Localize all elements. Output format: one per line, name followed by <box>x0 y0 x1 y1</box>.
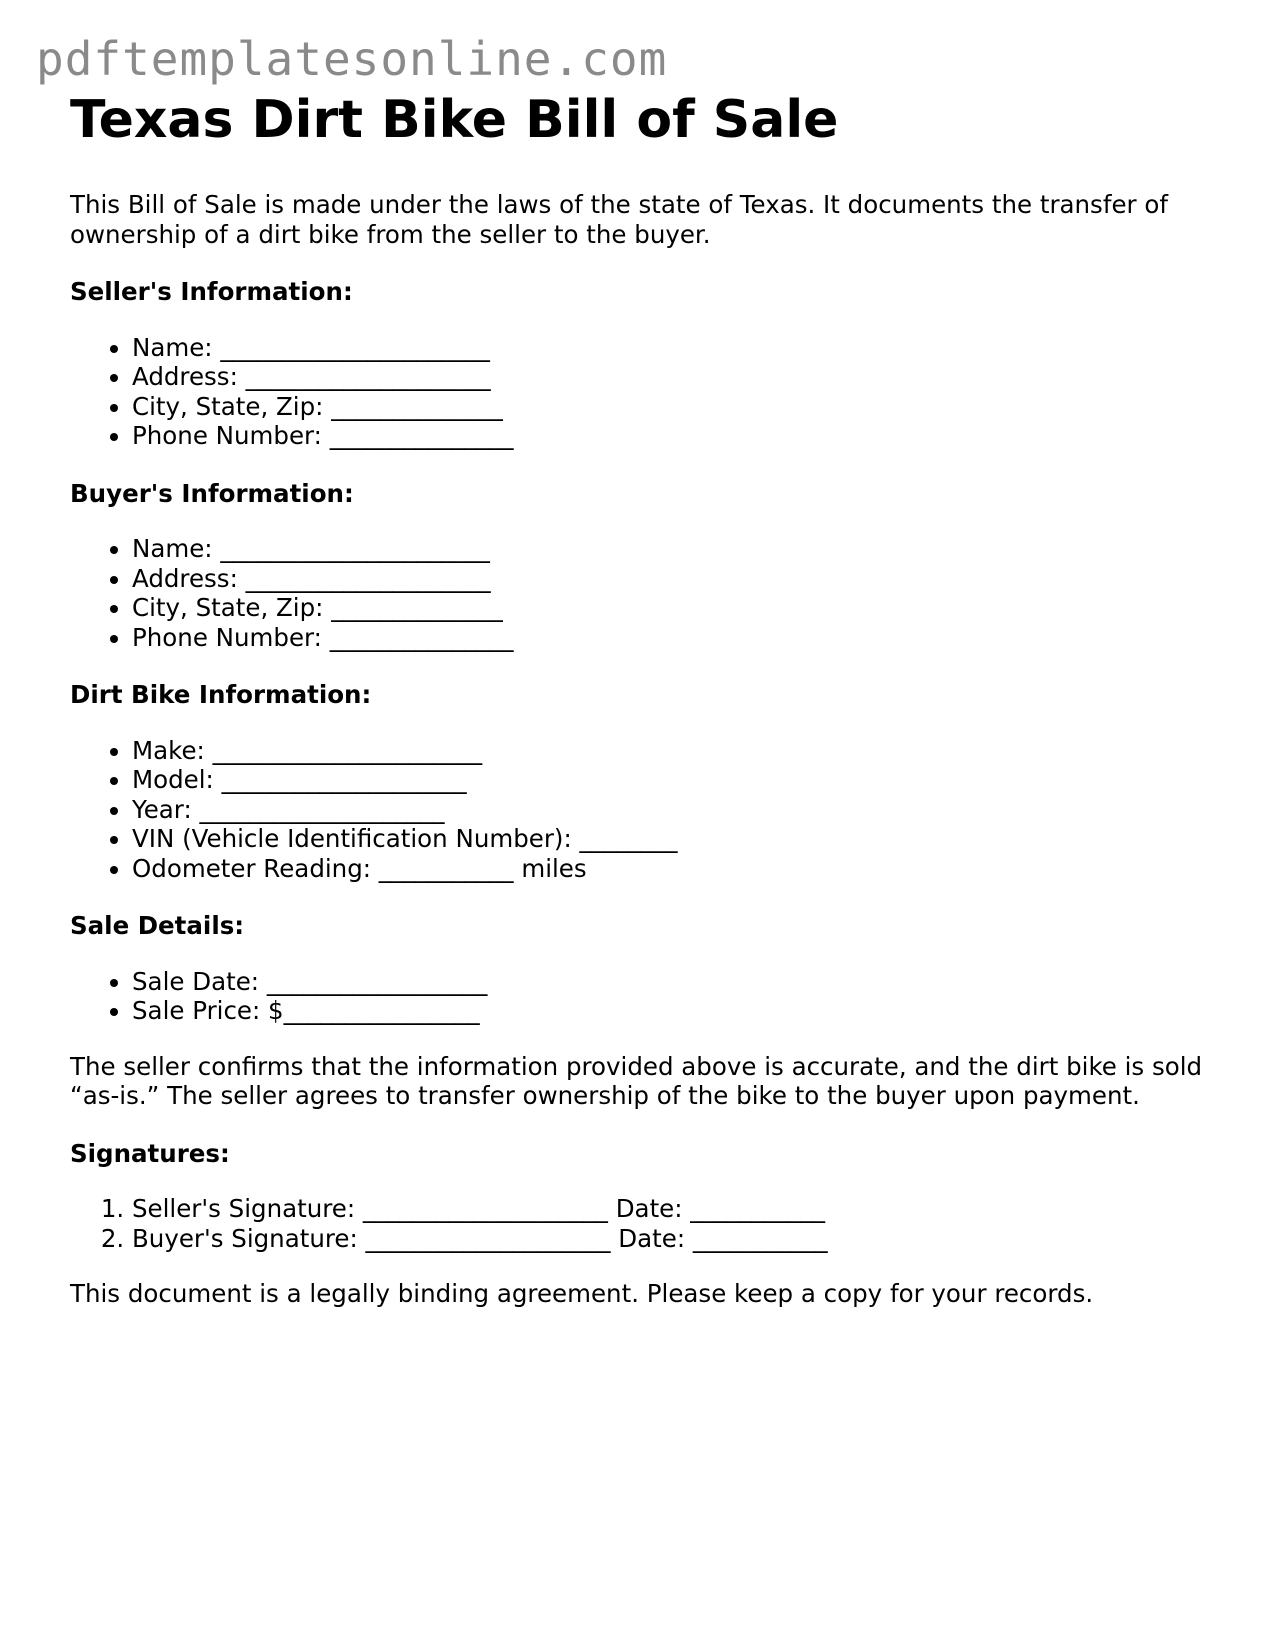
seller-list <box>70 333 1210 451</box>
bike-heading: Dirt Bike Information: <box>70 680 372 709</box>
bike-list <box>70 736 1210 884</box>
buyer-list <box>70 534 1210 652</box>
bike-make-field: • Make: ______________________ <box>132 736 1210 766</box>
document-body <box>70 86 1210 1309</box>
seller-heading: Seller's Information: <box>70 277 353 306</box>
seller-city-state-zip-field: • City, State, Zip: ______________ <box>132 392 1210 422</box>
buyer-city-state-zip-field: • City, State, Zip: ______________ <box>132 593 1210 623</box>
buyer-heading: Buyer's Information: <box>70 478 354 508</box>
confirmation-paragraph: The seller confirms that the information provided above is accurate, and the dirt bike is sold “as-is.” The seller agrees to transfer ownership of the bike to the buyer upon payment. <box>70 1051 1203 1110</box>
buyer-name-field: • Name: ______________________ <box>132 534 1210 564</box>
sale-date-field: • Sale Date: __________________ <box>132 967 1210 997</box>
signatures-heading: Signatures: <box>70 1138 230 1168</box>
sale-heading: Sale Details: <box>70 911 245 940</box>
intro-paragraph: This Bill of Sale is made under the laws of the state of Texas. It documents the transfer of ownership of a dirt bike from the seller to the buyer. <box>70 190 1168 249</box>
footer-note: This document is a legally binding agreement. Please keep a copy for your records. <box>70 1279 1094 1308</box>
seller-phone-field: • Phone Number: _______________ <box>132 421 1210 451</box>
buyer-signature-line: 2. Buyer's Signature: ____________________ Date: ___________ <box>132 1224 1210 1254</box>
signatures-list <box>70 1194 1210 1253</box>
document-title: Texas Dirt Bike Bill of Sale <box>70 90 839 150</box>
buyer-address-field: • Address: ____________________ <box>132 564 1210 594</box>
bike-odometer-field: • Odometer Reading: ___________ miles <box>132 854 1210 884</box>
buyer-phone-field: • Phone Number: _______________ <box>132 623 1210 653</box>
seller-address-field: • Address: ____________________ <box>132 362 1210 392</box>
seller-signature-line: 1. Seller's Signature: ____________________ Date: ___________ <box>132 1194 1210 1224</box>
bike-model-field: • Model: ____________________ <box>132 765 1210 795</box>
sale-price-field: • Sale Price: $________________ <box>132 996 1210 1026</box>
bike-vin-field: • VIN (Vehicle Identification Number): ________ <box>132 824 1210 854</box>
watermark: pdftemplatesonline.com <box>36 32 668 86</box>
bike-year-field: • Year: ____________________ <box>132 795 1210 825</box>
sale-list <box>70 967 1210 1026</box>
seller-name-field: • Name: ______________________ <box>132 333 1210 363</box>
